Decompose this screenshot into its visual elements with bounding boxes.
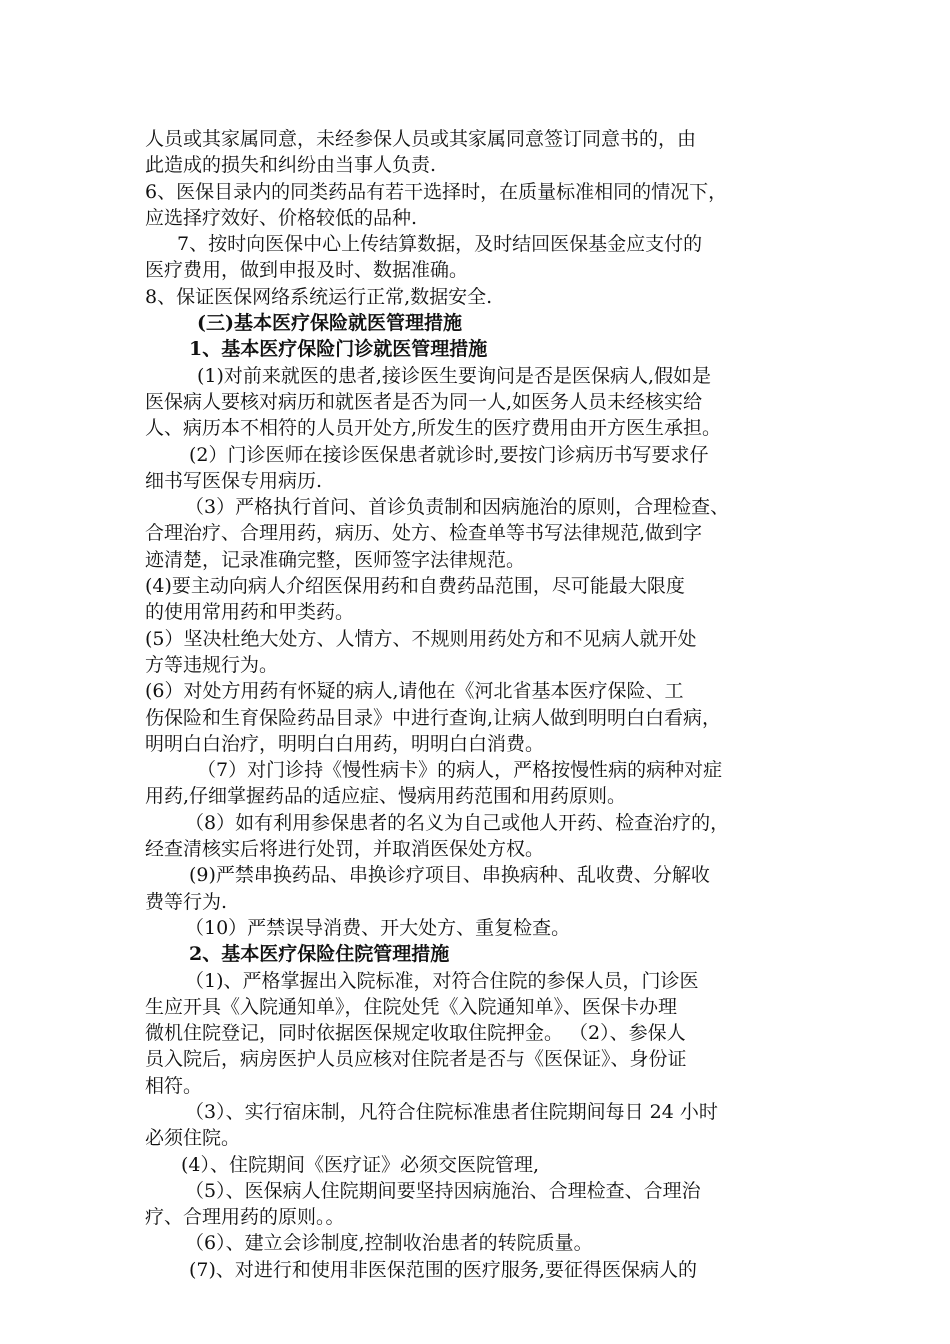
paragraph-line: 员入院后，病房医护人员应核对住院者是否与《医保证》、身份证 bbox=[145, 1048, 687, 1071]
paragraph-line: 医保病人要核对病历和就医者是否为同一人,如医务人员未经核实给 bbox=[145, 390, 703, 413]
paragraph-line: 生应开具《入院通知单》，住院处凭《入院通知单》、医保卡办理 bbox=[145, 995, 678, 1018]
paragraph-line: 的使用常用药和甲类药。 bbox=[145, 601, 355, 624]
paragraph-line: 相符。 bbox=[145, 1074, 203, 1097]
paragraph-line: 此造成的损失和纠纷由当事人负责. bbox=[145, 154, 437, 177]
paragraph-line: （3）、实行宿床制，凡符合住院标准患者住院期间每日 24 小时 bbox=[185, 1100, 718, 1123]
paragraph-line: 人、病历本不相符的人员开处方,所发生的医疗费用由开方医生承担。 bbox=[145, 417, 722, 440]
paragraph-line: （8）如有利用参保患者的名义为自己或他人开药、检查治疗的， bbox=[185, 811, 730, 834]
paragraph-line: （5）、医保病人住院期间要坚持因病施治、合理检查、合理治 bbox=[185, 1179, 701, 1202]
paragraph-line: （3）严格执行首问、首诊负责制和因病施治的原则，合理检查、 bbox=[185, 496, 730, 519]
document-body bbox=[145, 126, 825, 1283]
paragraph-line: 必须住院。 bbox=[145, 1127, 241, 1150]
paragraph-line: 伤保险和生育保险药品目录》中进行查询,让病人做到明明白白看病， bbox=[145, 706, 722, 729]
paragraph-line: (2）门诊医师在接诊医保患者就诊时,要按门诊病历书写要求仔 bbox=[189, 443, 709, 466]
paragraph-line: 人员或其家属同意，未经参保人员或其家属同意签订同意书的，由 bbox=[145, 128, 697, 150]
paragraph-line: (6）对处方用药有怀疑的病人,请他在《河北省基本医疗保险、工 bbox=[145, 680, 684, 703]
paragraph-line: 6、医保目录内的同类药品有若干选择时，在质量标准相同的情况下， bbox=[145, 180, 728, 203]
paragraph-line: (4）、住院期间《医疗证》必须交医院管理, bbox=[181, 1153, 540, 1176]
section-heading: 1、基本医疗保险门诊就医管理措施 bbox=[189, 338, 488, 361]
paragraph-line: 方等违规行为。 bbox=[145, 653, 279, 676]
paragraph-line: 明明白白治疗，明明白白用药，明明白白消费。 bbox=[145, 732, 545, 755]
paragraph-line: 应选择疗效好、价格较低的品种. bbox=[145, 206, 418, 229]
section-heading: (三)基本医疗保险就医管理措施 bbox=[197, 312, 462, 335]
paragraph-line: 微机住院登记，同时依据医保规定收取住院押金。 （2）、参保人 bbox=[145, 1022, 686, 1045]
paragraph-line: 7、按时向医保中心上传结算数据，及时结回医保基金应支付的 bbox=[177, 233, 703, 256]
paragraph-line: 疗、合理用药的原则。。 bbox=[145, 1206, 345, 1229]
paragraph-line: 经查清核实后将进行处罚，并取消医保处方权。 bbox=[145, 838, 545, 861]
paragraph-line: 8、保证医保网络系统运行正常,数据安全. bbox=[145, 285, 493, 308]
paragraph-line: (5）坚决杜绝大处方、人情方、不规则用药处方和不见病人就开处 bbox=[145, 627, 697, 650]
paragraph-line: 费等行为. bbox=[145, 890, 228, 913]
paragraph-line: （10）严禁误导消费、开大处方、重复检查。 bbox=[185, 916, 571, 939]
paragraph-line: （1)、严格掌握出入院标准，对符合住院的参保人员，门诊医 bbox=[185, 969, 699, 992]
paragraph-line: 医疗费用，做到申报及时、数据准确。 bbox=[145, 259, 469, 282]
paragraph-line: 迹清楚，记录准确完整，医师签字法律规范。 bbox=[145, 548, 526, 571]
paragraph-line: （6）、建立会诊制度,控制收治患者的转院质量。 bbox=[185, 1232, 593, 1255]
paragraph-line: (7)、对进行和使用非医保范围的医疗服务,要征得医保病人的 bbox=[189, 1258, 697, 1281]
paragraph-line: 合理治疗、合理用药，病历、处方、检查单等书写法律规范,做到字 bbox=[145, 522, 703, 545]
paragraph-line: 细书写医保专用病历. bbox=[145, 469, 323, 492]
section-heading: 2、基本医疗保险住院管理措施 bbox=[189, 943, 450, 966]
paragraph-line: (9)严禁串换药品、串换诊疗项目、串换病种、乱收费、分解收 bbox=[189, 864, 710, 887]
paragraph-line: (4)要主动向病人介绍医保用药和自费药品范围，尽可能最大限度 bbox=[145, 575, 685, 598]
paragraph-line: (1)对前来就医的患者,接诊医生要询问是否是医保病人,假如是 bbox=[197, 364, 711, 387]
paragraph-line: 用药,仔细掌握药品的适应症、慢病用药范围和用药原则。 bbox=[145, 785, 627, 808]
paragraph-line: （7）对门诊持《慢性病卡》的病人，严格按慢性病的病种对症 bbox=[197, 759, 723, 782]
